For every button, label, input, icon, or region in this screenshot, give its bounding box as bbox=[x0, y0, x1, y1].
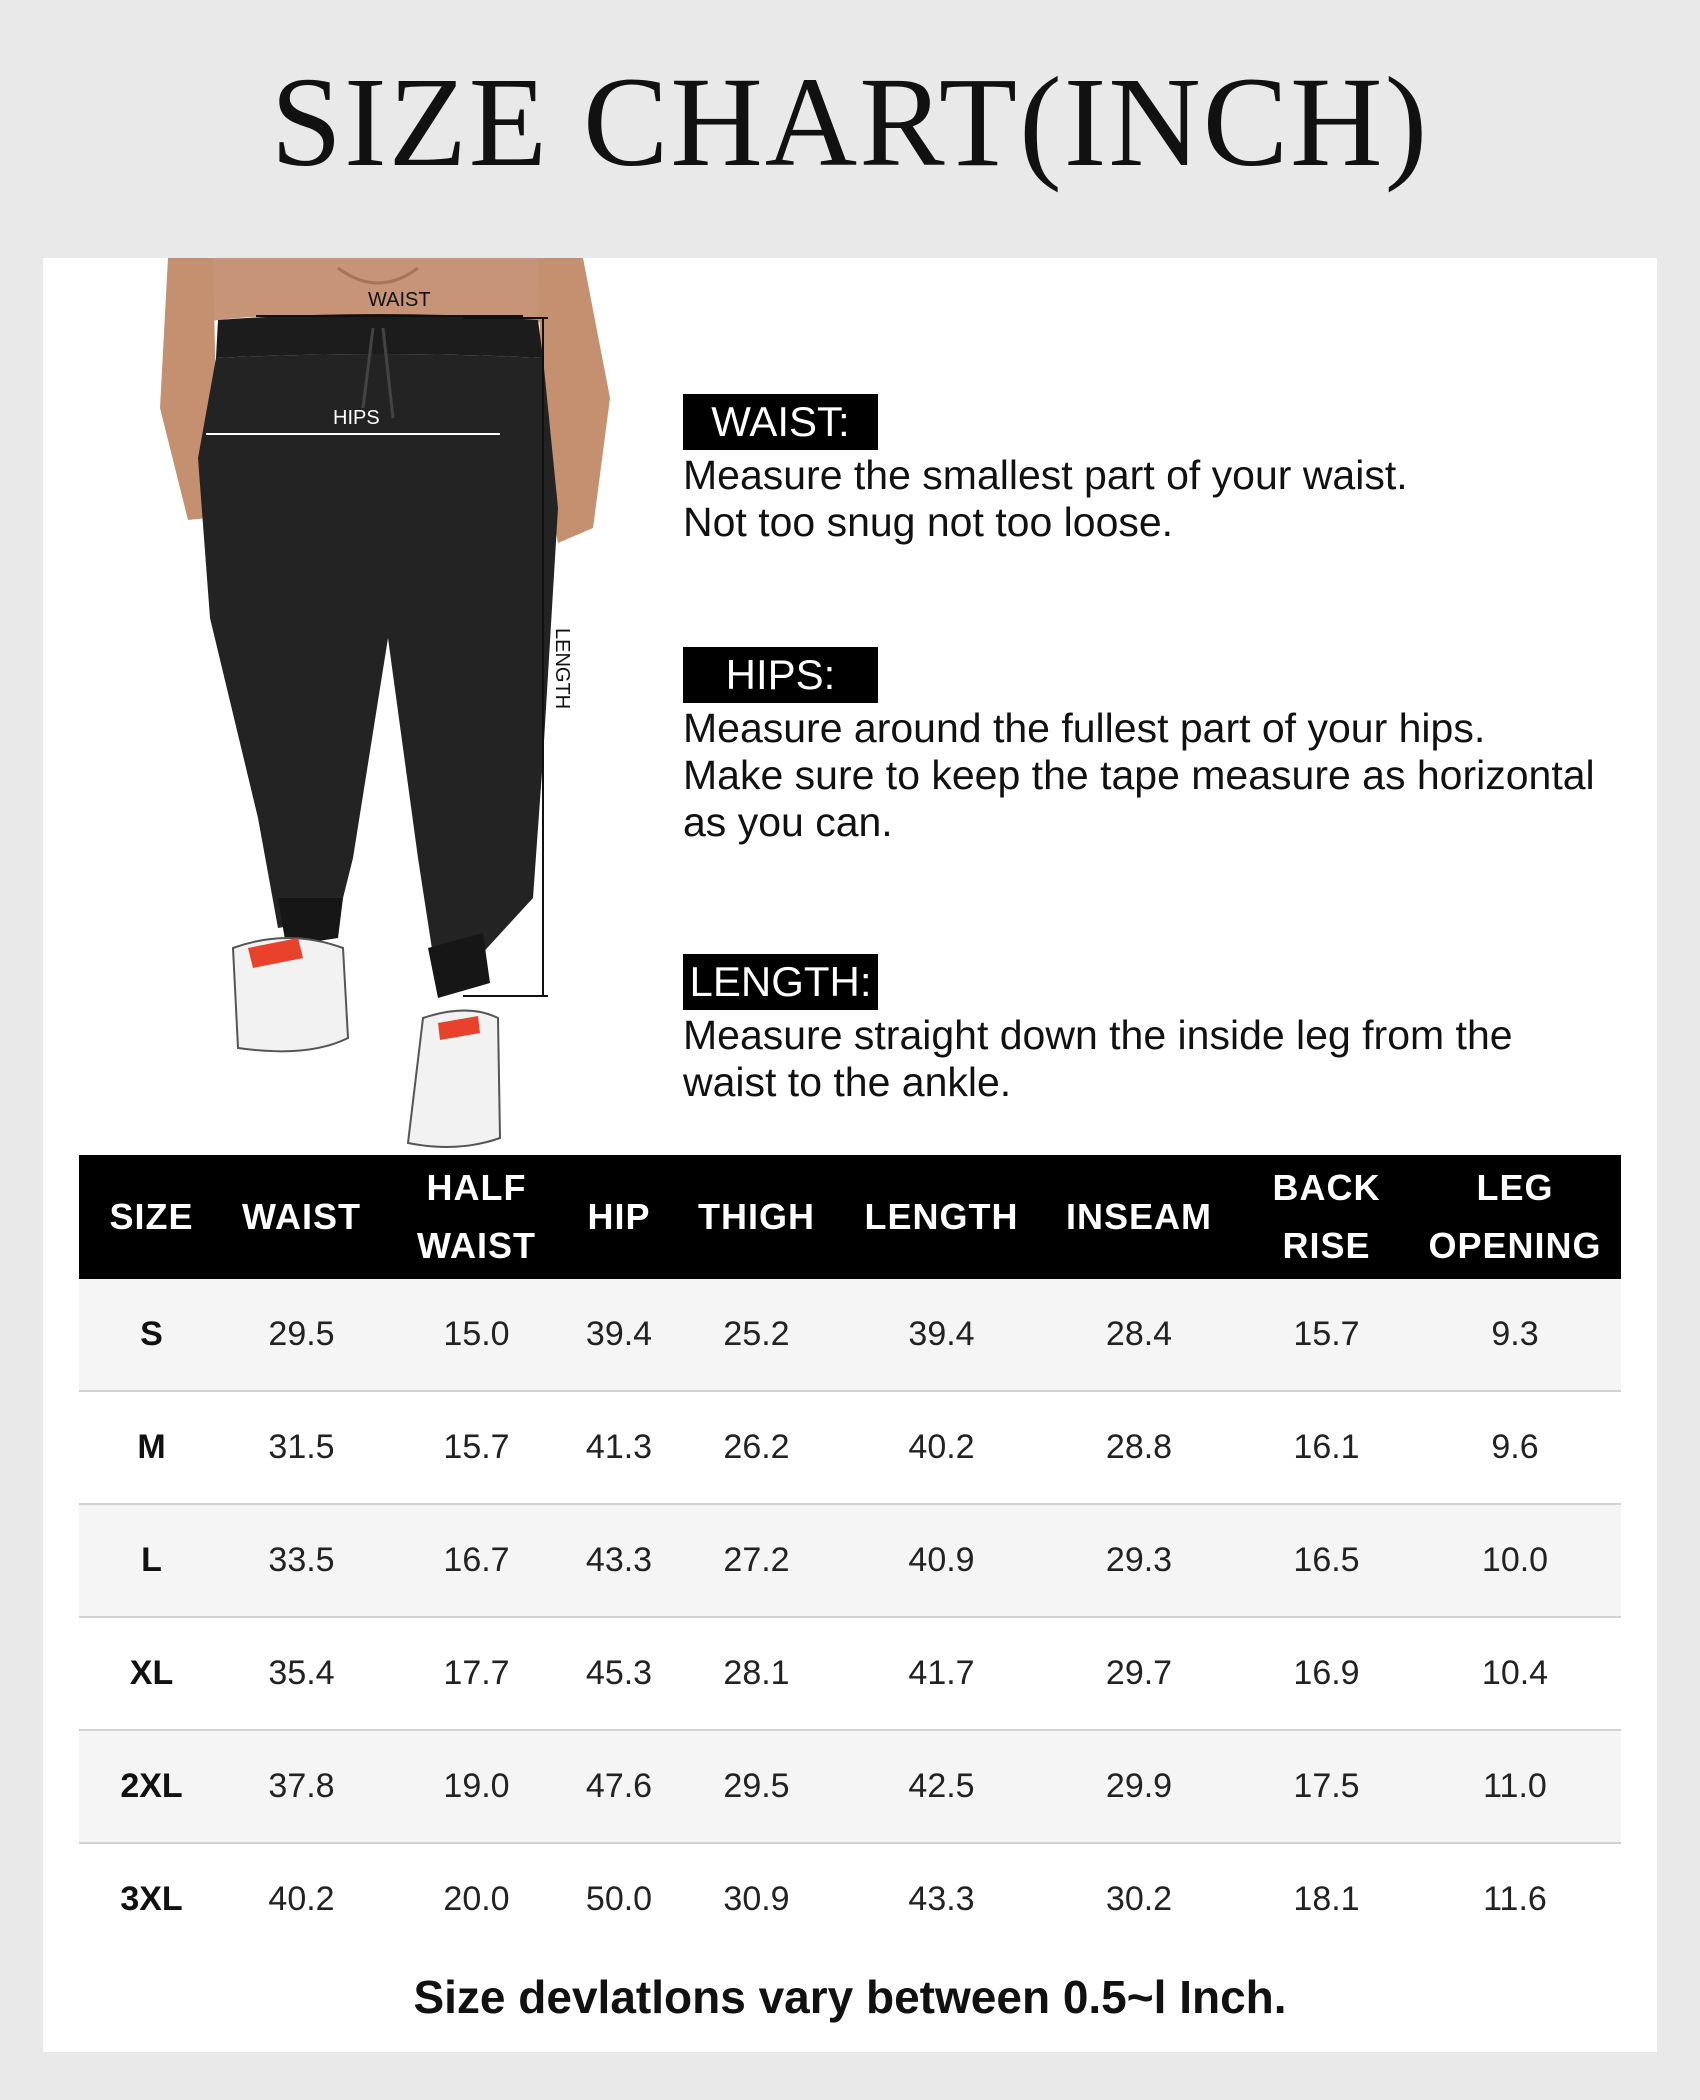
measurement-cell: 16.1 bbox=[1244, 1391, 1409, 1504]
length-guide-tag: LENGTH: bbox=[683, 954, 878, 1010]
measurement-cell: 31.5 bbox=[224, 1391, 379, 1504]
measurement-cell: 43.3 bbox=[849, 1843, 1034, 1955]
size-cell: M bbox=[79, 1391, 224, 1504]
header-inseam: INSEAM bbox=[1034, 1155, 1244, 1279]
measurement-cell: 28.4 bbox=[1034, 1279, 1244, 1391]
size-cell: XL bbox=[79, 1617, 224, 1730]
measurement-cell: 41.7 bbox=[849, 1617, 1034, 1730]
measurement-cell: 43.3 bbox=[574, 1504, 664, 1617]
header-length: LENGTH bbox=[849, 1155, 1034, 1279]
measurement-cell: 40.9 bbox=[849, 1504, 1034, 1617]
header-leg-opening: LEG OPENING bbox=[1409, 1155, 1621, 1279]
measurement-cell: 10.4 bbox=[1409, 1617, 1621, 1730]
guide-line: waist to the ankle. bbox=[683, 1059, 1012, 1105]
hips-figure-label: HIPS bbox=[333, 407, 380, 429]
table-row bbox=[79, 1391, 1621, 1504]
measurement-cell: 30.9 bbox=[664, 1843, 849, 1955]
measurement-cell: 29.9 bbox=[1034, 1730, 1244, 1843]
table-row bbox=[79, 1504, 1621, 1617]
size-cell: L bbox=[79, 1504, 224, 1617]
guide-line: Make sure to keep the tape measure as horizontal bbox=[683, 752, 1595, 798]
guide-line: as you can. bbox=[683, 799, 893, 845]
guide-line: Measure around the fullest part of your hips. bbox=[683, 705, 1486, 751]
measurement-cell: 29.5 bbox=[224, 1279, 379, 1391]
measurement-cell: 39.4 bbox=[849, 1279, 1034, 1391]
measurement-cell: 37.8 bbox=[224, 1730, 379, 1843]
measurement-cell: 10.0 bbox=[1409, 1504, 1621, 1617]
table-header-row bbox=[79, 1155, 1621, 1279]
measurement-cell: 15.0 bbox=[379, 1279, 574, 1391]
measurement-cell: 35.4 bbox=[224, 1617, 379, 1730]
hips-guide-tag: HIPS: bbox=[683, 647, 878, 703]
measurement-cell: 25.2 bbox=[664, 1279, 849, 1391]
measurement-cell: 40.2 bbox=[224, 1843, 379, 1955]
length-guide bbox=[683, 954, 1643, 1106]
measurement-cell: 28.1 bbox=[664, 1617, 849, 1730]
pants bbox=[198, 354, 558, 988]
hips-guide-text bbox=[683, 705, 1643, 846]
measurement-cell: 41.3 bbox=[574, 1391, 664, 1504]
measurement-cell: 30.2 bbox=[1034, 1843, 1244, 1955]
measurement-cell: 16.7 bbox=[379, 1504, 574, 1617]
header-half-waist: HALF WAIST bbox=[379, 1155, 574, 1279]
measurement-cell: 15.7 bbox=[379, 1391, 574, 1504]
header-hip: HIP bbox=[574, 1155, 664, 1279]
measurement-cell: 18.1 bbox=[1244, 1843, 1409, 1955]
hips-guide bbox=[683, 647, 1643, 846]
measurement-cell: 29.3 bbox=[1034, 1504, 1244, 1617]
measurement-cell: 40.2 bbox=[849, 1391, 1034, 1504]
waist-guide-text bbox=[683, 452, 1643, 546]
length-figure-label: LENGTH bbox=[551, 628, 573, 710]
measurement-cell: 20.0 bbox=[379, 1843, 574, 1955]
measurement-cell: 11.0 bbox=[1409, 1730, 1621, 1843]
table-row bbox=[79, 1843, 1621, 1955]
measurement-cell: 47.6 bbox=[574, 1730, 664, 1843]
size-cell: S bbox=[79, 1279, 224, 1391]
measurement-cell: 29.5 bbox=[664, 1730, 849, 1843]
waist-guide bbox=[683, 394, 1643, 546]
measurement-guides bbox=[683, 258, 1643, 1148]
guide-line: Not too snug not too loose. bbox=[683, 499, 1174, 545]
measurement-cell: 19.0 bbox=[379, 1730, 574, 1843]
measurement-cell: 15.7 bbox=[1244, 1279, 1409, 1391]
measurement-cell: 16.5 bbox=[1244, 1504, 1409, 1617]
measurement-cell: 16.9 bbox=[1244, 1617, 1409, 1730]
waistband bbox=[216, 314, 543, 358]
measurement-cell: 45.3 bbox=[574, 1617, 664, 1730]
measurement-cell: 39.4 bbox=[574, 1279, 664, 1391]
guide-line: Measure straight down the inside leg from the bbox=[683, 1012, 1513, 1058]
table-row bbox=[79, 1279, 1621, 1391]
size-cell: 2XL bbox=[79, 1730, 224, 1843]
measurement-cell: 11.6 bbox=[1409, 1843, 1621, 1955]
table-row bbox=[79, 1617, 1621, 1730]
page-title: SIZE CHART(INCH) bbox=[270, 51, 1430, 193]
model-figure bbox=[138, 258, 618, 1148]
measurement-cell: 28.8 bbox=[1034, 1391, 1244, 1504]
measurement-cell: 17.7 bbox=[379, 1617, 574, 1730]
measurement-cell: 42.5 bbox=[849, 1730, 1034, 1843]
size-rows bbox=[79, 1279, 1621, 1955]
measurement-cell: 9.6 bbox=[1409, 1391, 1621, 1504]
measurement-cell: 27.2 bbox=[664, 1504, 849, 1617]
size-table bbox=[79, 1155, 1621, 1955]
waist-guide-tag: WAIST: bbox=[683, 394, 878, 450]
measurement-cell: 50.0 bbox=[574, 1843, 664, 1955]
guide-line: Measure the smallest part of your waist. bbox=[683, 452, 1408, 498]
table-row bbox=[79, 1730, 1621, 1843]
size-deviation-note: Size devlatlons vary between 0.5~l Inch. bbox=[413, 1971, 1287, 2023]
header-size: SIZE bbox=[79, 1155, 224, 1279]
header-thigh: THIGH bbox=[664, 1155, 849, 1279]
length-guide-text bbox=[683, 1012, 1643, 1106]
waist-figure-label: WAIST bbox=[368, 289, 431, 311]
measurement-cell: 33.5 bbox=[224, 1504, 379, 1617]
measurement-cell: 26.2 bbox=[664, 1391, 849, 1504]
header-waist: WAIST bbox=[224, 1155, 379, 1279]
measurement-cell: 9.3 bbox=[1409, 1279, 1621, 1391]
header-back-rise: BACK RISE bbox=[1244, 1155, 1409, 1279]
measurement-cell: 17.5 bbox=[1244, 1730, 1409, 1843]
size-cell: 3XL bbox=[79, 1843, 224, 1955]
measurement-cell: 29.7 bbox=[1034, 1617, 1244, 1730]
